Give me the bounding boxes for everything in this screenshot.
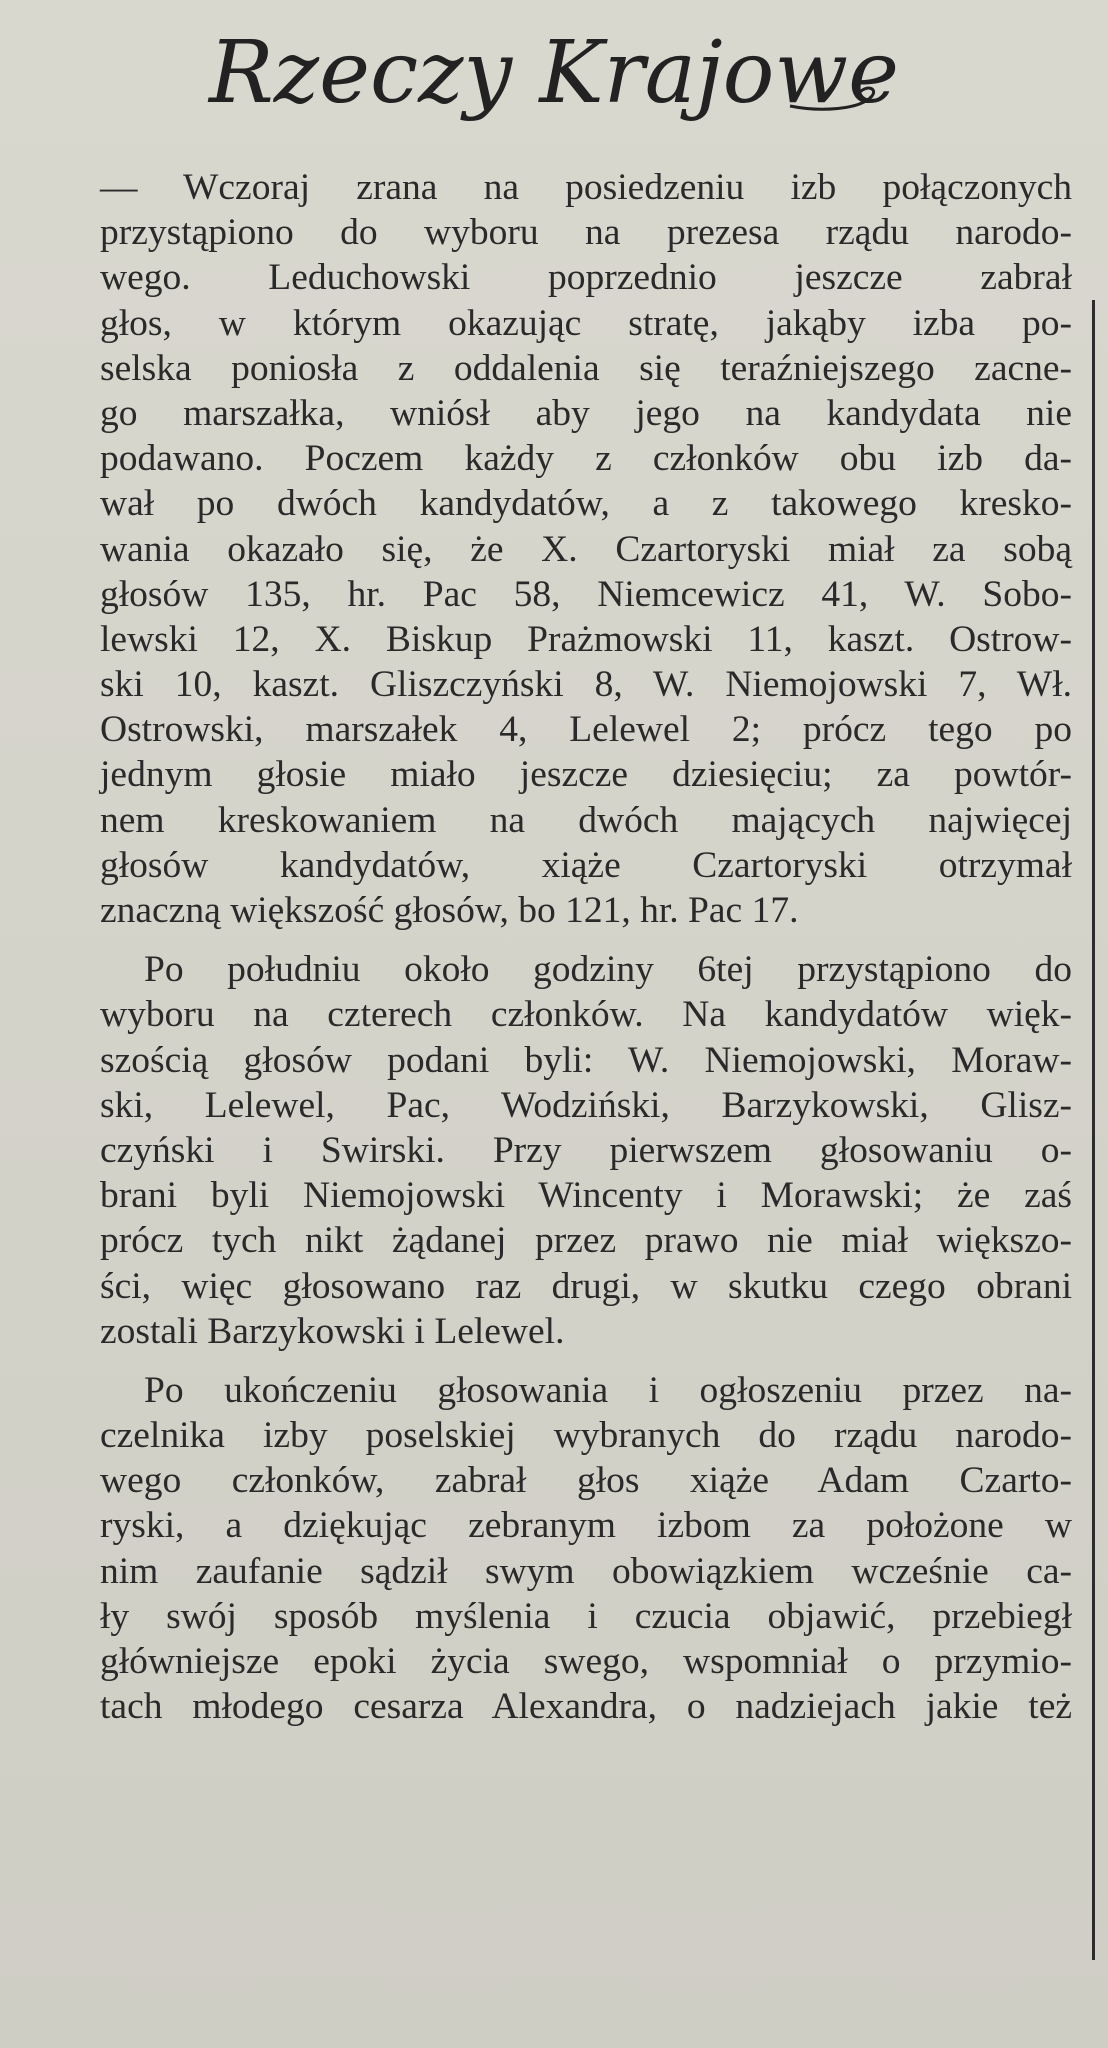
section-heading-svg [0, 10, 1108, 140]
text-line: lewski 12, X. Biskup Prażmowski 11, kaszt. Ostrow- [100, 618, 1072, 660]
text-line: podawano. Poczem każdy z członków obu izb da- [100, 438, 1072, 480]
text-line: czelnika izby poselskiej wybranych do rządu narodo- [100, 1415, 1072, 1457]
paragraph-2 [100, 947, 1072, 1354]
section-heading [0, 10, 1108, 140]
text-line: go marszałka, wniósł aby jego na kandydata nie [100, 392, 1072, 434]
text-line: szością głosów podani byli: W. Niemojowski, Moraw- [100, 1039, 1072, 1081]
text-line: znaczną większość głosów, bo 121, hr. Pac 17. [100, 890, 799, 931]
text-line: jednym głosie miało jeszcze dziesięciu; za powtór- [100, 754, 1072, 796]
text-line: główniejsze epoki życia swego, wspomniał o przymio- [100, 1641, 1072, 1682]
text-line: wego. Leduchowski poprzednio jeszcze zabrał [100, 257, 1072, 299]
text-line: wania okazało się, że X. Czartoryski miał za sobą [100, 528, 1072, 570]
text-line: brani byli Niemojowski Wincenty i Morawski; że zaś [100, 1175, 1072, 1217]
paragraph-1 [100, 165, 1072, 933]
article-column [100, 165, 1072, 1743]
column-rule [1092, 300, 1095, 1960]
text-line: tach młodego cesarza Alexandra, o nadziejach jakie też [100, 1686, 1072, 1728]
text-line: głosów 135, hr. Pac 58, Niemcewicz 41, W. Sobo- [100, 573, 1072, 615]
text-line: Po ukończeniu głosowania i ogłoszeniu przez na- [144, 1369, 1072, 1411]
text-line: ści, więc głosowano raz drugi, w skutku czego obrani [100, 1265, 1072, 1307]
text-line: ły swój sposób myślenia i czucia objawić, przebiegł [100, 1595, 1072, 1637]
text-line: wał po dwóch kandydatów, a z takowego kresko- [100, 483, 1072, 525]
text-line: głosów kandydatów, xiąże Czartoryski otrzymał [100, 844, 1072, 886]
text-line: ski, Lelewel, Pac, Wodziński, Barzykowski, Glisz- [100, 1084, 1072, 1126]
paragraph-3 [100, 1368, 1072, 1730]
text-line: zostali Barzykowski i Lelewel. [100, 1310, 565, 1352]
text-line: prócz tych nikt żądanej przez prawo nie miał większo- [100, 1220, 1072, 1262]
text-line: przystąpiono do wyboru na prezesa rządu narodo- [100, 212, 1072, 254]
text-line: nim zaufanie sądził swym obowiązkiem wcześnie ca- [100, 1550, 1072, 1592]
text-line: ryski, a dziękując zebranym izbom za położone w [100, 1505, 1072, 1547]
section-heading-text: Rzeczy Krajowe [209, 23, 899, 123]
text-line: wego członków, zabrał głos xiąże Adam Czarto- [100, 1460, 1072, 1502]
text-line: ski 10, kaszt. Gliszczyński 8, W. Niemojowski 7, Wł. [100, 664, 1072, 706]
text-line: nem kreskowaniem na dwóch mających najwięcej [100, 799, 1072, 841]
text-line: wyboru na czterech członków. Na kandydatów więk- [100, 994, 1072, 1036]
text-line: Ostrowski, marszałek 4, Lelewel 2; prócz tego po [100, 709, 1072, 751]
text-line: głos, w którym okazując stratę, jakąby izba po- [100, 302, 1072, 344]
text-line: — Wczoraj zrana na posiedzeniu izb połączonych [100, 167, 1072, 208]
text-line: Po południu około godziny 6tej przystąpiono do [144, 949, 1072, 991]
text-line: czyński i Swirski. Przy pierwszem głosowaniu o- [100, 1129, 1072, 1171]
text-line: selska poniosła z oddalenia się teraźniejszego zacne- [100, 347, 1072, 389]
